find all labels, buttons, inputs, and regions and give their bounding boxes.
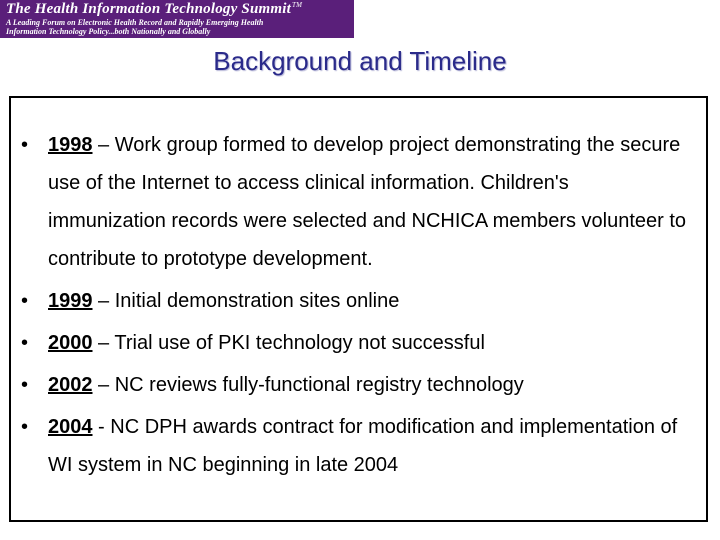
timeline-text: – Trial use of PKI technology not successful (92, 332, 485, 354)
timeline-year: 1999 (48, 290, 93, 312)
banner-subtitle-line-2: Information Technology Policy...both Nationally and Globally (6, 27, 211, 36)
timeline-year: 2002 (48, 374, 93, 396)
trademark-mark: TM (292, 1, 303, 9)
banner-title (6, 1, 302, 18)
timeline-text: – NC reviews fully-functional registry technology (92, 374, 524, 396)
timeline-item-2002 (21, 366, 691, 404)
timeline-item-2004 (21, 408, 691, 484)
timeline-year: 1998 (48, 134, 93, 156)
summit-banner (0, 0, 354, 38)
timeline-content-box (9, 96, 708, 522)
bullet-icon: • (21, 416, 29, 438)
timeline-year: 2004 (48, 416, 93, 438)
banner-subtitle-line-1: A Leading Forum on Electronic Health Record and Rapidly Emerging Health (6, 18, 264, 27)
banner-title-text: The Health Information Technology Summit (6, 1, 291, 17)
bullet-icon: • (21, 290, 29, 312)
timeline-item-1998 (21, 126, 691, 278)
bullet-icon: • (21, 134, 29, 156)
timeline-year: 2000 (48, 332, 93, 354)
bullet-icon: • (21, 332, 29, 354)
timeline-text: – Initial demonstration sites online (92, 290, 400, 312)
timeline-text: - NC DPH awards contract for modification and implementation of WI system in NC beginning in late 2004 (48, 416, 678, 476)
timeline-list (21, 126, 691, 488)
timeline-item-2000 (21, 324, 691, 362)
slide-title: Background and Timeline (213, 46, 507, 76)
bullet-icon: • (21, 374, 29, 396)
timeline-item-1999 (21, 282, 691, 320)
timeline-text: – Work group formed to develop project demonstrating the secure use of the Internet to access clinical information. Children's immunization records were selected and NCHICA members volunteer to contribute to prototype development. (48, 134, 687, 270)
